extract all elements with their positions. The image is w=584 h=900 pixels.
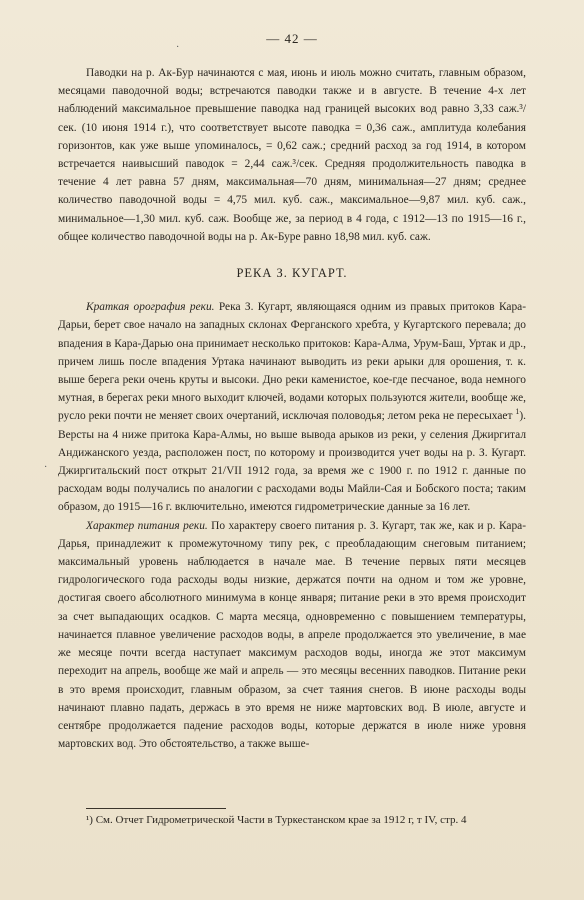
margin-mark: · xyxy=(44,462,48,473)
paragraph-text: Река З. Кугарт, являющаяся одним из правых притоков Кара-Дарьи, берет свое начало на западных склонах Ферганского хребта, у Кугартского перевала; до впадения в Кара-Дарью она принимает несколько притоков: Кара-Алма, Урум-Баш, Уртак и др., причем лишь после впадения Уртака начинают выводить из реки арыки для орошения, т. к. выше берега реки очень круты и высоки. Дно реки каменистое, кое-где песчаное, вода немного мутная, в берегах реки много выходит ключей, водами которых пользуются жители, вообще же, русло реки почти не меняет своих очертаний, исключая половодья; летом река не пересыхает xyxy=(58,301,527,423)
paragraph-text: По характеру своего питания р. З. Кугарт, так же, как и р. Кара-Дарья, принадлежит к промежуточному типу рек, с преобладающим снеговым питанием; максимальный уровень наблюдается в начале мае. В течение первых пяти месяцев гидрологического года расходы воды низкие, держатся почти на одном и том же уровне, достигая своего абсолютного минимума в конце января; питание реки в это время происходит за счет выпадающих осадков. С марта месяца, одновременно с повышением температуры, начинается плавное увеличение расходов воды, в апреле продолжается это увеличение, в мае же месяце почти всегда наступает максимум расходов воды, иногда же этот максимум переходит на апрель, вообще же май и апрель — это месяцы весенних паводков. Питание реки в это время происходит, главным образом, за счет таяния снегов. В июне расходы воды начинают плавно падать, держась в это время не ниже мартовских вод. В июле, августе и сентябре продолжается падение расходов воды, которые держатся в июле ниже уровня мартовских вод. Это обстоятельство, а также выше- xyxy=(58,519,526,751)
footnote-text: ¹) См. Отчет Гидрометрической Части в Туркестанском крае за 1912 г, т IV, стр. 4 xyxy=(86,814,467,826)
footnote xyxy=(86,812,530,829)
footnote-reference: 1 xyxy=(515,407,520,417)
margin-mark: · xyxy=(176,42,180,53)
paragraph-text: ). Версты на 4 ниже притока Кара-Алмы, но выше вывода арыков из реки, у селения Джиргитал Андижанского уезда, расположен пост, по которому и производится учет воды на р. З. Кугарт. Джиргитальский пост открыт 21/VII 1912 года, за время же с 1900 г. по 1912 г. данные по расходам воды получались по аналогии с расходами воды Майли-Сая и Бобского поста; таким образом, до 1915—16 г. включительно, имеются гидрометрические данные за 16 лет. xyxy=(58,410,526,514)
section-title: РЕКА З. КУГАРТ. xyxy=(236,266,348,281)
paragraph-lead-in: Характер питания реки. xyxy=(86,519,208,532)
paragraph-lead-in: Краткая орография реки. xyxy=(86,301,215,314)
paragraph-orography xyxy=(58,298,526,516)
footnote-divider xyxy=(86,808,226,809)
paragraph-ak-bur-floods: Паводки на р. Ак-Бур начинаются с мая, июнь и июль можно считать, главным образом, месяцами паводочной воды; встречаются паводки также и в августе. В течение 4-х лет наблюдений максимальное превышение паводка над границей высоких вод равно 3,33 саж.³/сек. (10 июня 1914 г.), что соответствует высоте паводка = 0,36 саж., амплитуда колебания горизонтов, как уже выше упоминалось, = 0,62 саж.; средний расход за год 1914, в котором встречается наивысший паводок = 2,44 саж.³/сек. Средняя продолжительность паводка в течение 4 лет равна 57 дням, максимальная—70 дням, минимальная—27 дням; среднее количество паводочной воды = 4,75 мил. куб. саж., максимальное—9,87 мил. куб. саж., минимальное—1,30 мил. куб. саж. Вообще же, за период в 4 года, с 1912—13 по 1915—16 г., общее количество паводочной воды на р. Ак-Буре равно 18,98 мил. куб. саж. xyxy=(58,67,526,243)
paragraph-feeding xyxy=(58,517,526,754)
page-number: — 42 — xyxy=(266,31,318,46)
body-text xyxy=(58,64,526,753)
